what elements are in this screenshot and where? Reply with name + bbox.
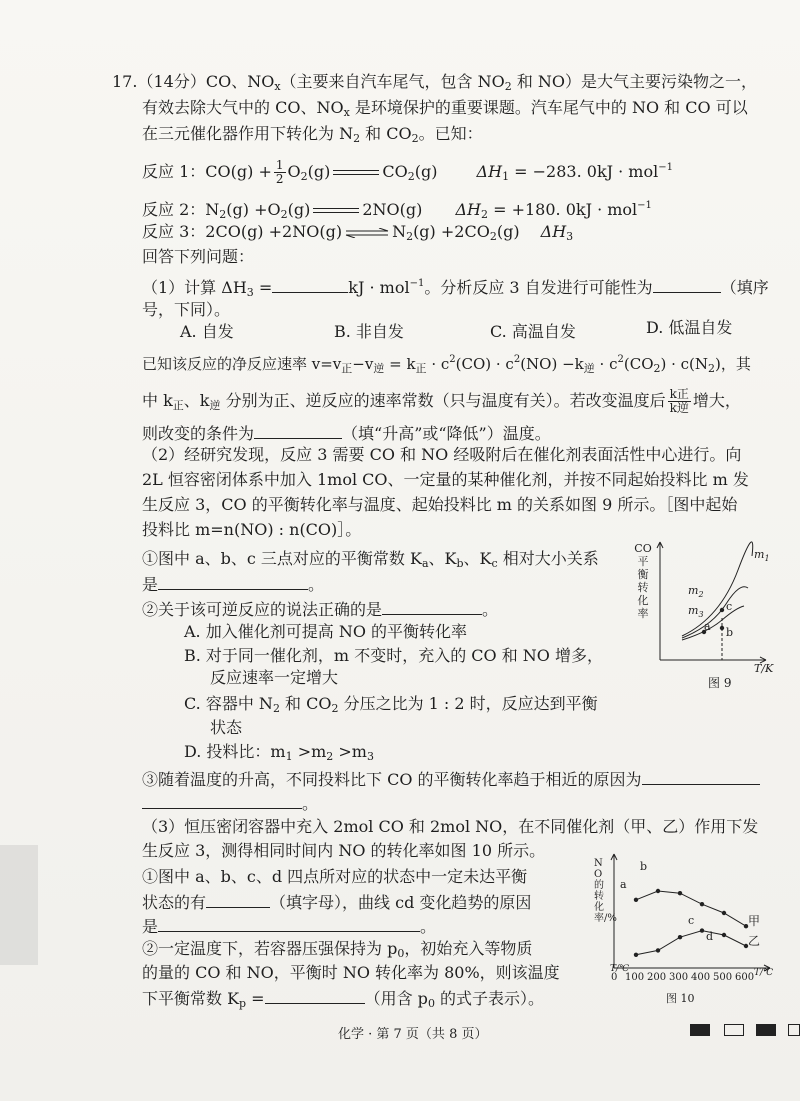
equals-sign-icon xyxy=(333,169,379,177)
answer-blank-reason-line2[interactable] xyxy=(142,792,302,809)
fig9-point-b xyxy=(720,626,724,630)
fig10-series-line-1 xyxy=(636,931,746,955)
fig10-point-1-2 xyxy=(678,935,682,939)
question-number: 17. xyxy=(112,72,138,91)
fig9-text-b: b xyxy=(726,626,734,639)
part3-q2: ②一定温度下，若容器压强保持为 $p_0$，初始充入等物质 xyxy=(142,939,533,960)
fig10-y-label: NO的转化率/% xyxy=(594,858,617,924)
part1-option-b: B. 非自发 xyxy=(334,322,404,341)
part2-line-4: 投料比 m=n(NO) : n(CO)］。 xyxy=(142,520,362,539)
reaction-3: 反应 3：2CO(g) +2NO(g) $N_2(g) +2CO_2(g)$ $\Delta H_3$ xyxy=(142,222,574,243)
fig9-point-c xyxy=(720,608,724,612)
question-intro-line-3: 在三元催化器作用下转化为 $N_2$ 和 $CO_2$。已知： xyxy=(142,124,483,145)
part3-q2-line3: 下平衡常数 $K_p$ = （用含 $p_0$ 的式子表示）。 xyxy=(142,989,545,1010)
fig10-legend-jia: 甲 xyxy=(748,914,761,928)
answer-blank-dh3[interactable] xyxy=(272,276,348,293)
fig10-point-1-3 xyxy=(700,928,704,932)
fig9-text-a: a xyxy=(704,620,711,633)
footer-mark-filled xyxy=(756,1024,776,1036)
fig10-point-label-c: c xyxy=(688,914,695,927)
part2-line-3: 生反应 3，CO 的平衡转化率与温度、起始投料比 m 的关系如图 9 所示。［图中起始 xyxy=(142,495,738,514)
part2-line-2: 2L 恒容密闭体系中加入 1mol CO、一定量的某种催化剂，并按不同起始投料比 m 发 xyxy=(142,470,749,489)
part1-line-1: （1）计算 $\Delta H_3$ = kJ · mol$^{-1}$。分析反应 3 自发进行可能性为 （填序 xyxy=(142,278,769,299)
fig9-label-m2: $m_2$ xyxy=(688,584,704,599)
part2-option-a: A. 加入催化剂可提高 NO 的平衡转化率 xyxy=(184,622,468,641)
part2-q3: ③随着温度的升高，不同投料比下 CO 的平衡转化率趋于相近的原因为 xyxy=(142,768,760,790)
part2-line-1: （2）经研究发现，反应 3 需要 CO 和 NO 经吸附后在催化剂表面活性中心进行。向 xyxy=(142,445,742,464)
fig10-point-0-0 xyxy=(634,898,638,902)
footer-mark-filled xyxy=(690,1024,710,1036)
fig10-x-label: T/℃ xyxy=(610,964,630,974)
rate-constant-line: 中 $k_正$、$k_逆$ 分别为正、逆反应的速率常数（只与温度有关）。若改变温度后 $\frac{\text{k正}}{\text{k逆}}$ 增大， xyxy=(142,387,741,415)
reaction-1: 反应 1：CO(g) + $\frac{1}{2}$ $O_2(g)$ $CO_2(g) \Delta H_1 = -283$. 0kJ · mol$^{-1}$ xyxy=(142,158,673,186)
fig9-label-m3: $m_3$ xyxy=(688,604,704,619)
part2-q1-answer: 是 。 xyxy=(142,575,325,594)
part1-option-c: C. 高温自发 xyxy=(490,322,576,341)
part2-option-d: D. 投料比：$m_1 >m_2 >m_3$ xyxy=(184,742,374,763)
footer-marks xyxy=(0,1024,800,1038)
part2-option-b-line1: B. 对于同一催化剂，m 不变时，充入的 CO 和 NO 增多， xyxy=(184,646,604,665)
fig10-tick: 400 xyxy=(691,972,711,983)
part2-q2: ②关于该可逆反应的说法正确的是 。 xyxy=(142,600,499,619)
question-intro-line-1: 17.（14分）CO、$NO_x$（主要来自汽车尾气，包含 $NO_2$ 和 NO）是大气主要污染物之一， xyxy=(112,72,758,93)
footer-mark-empty xyxy=(788,1024,800,1036)
fig9-axis-arrows xyxy=(657,542,766,663)
fig10-point-0-1 xyxy=(656,889,660,893)
part3-q2-line2: 的量的 CO 和 NO，平衡时 NO 转化率为 80%，则该温度 xyxy=(142,963,560,982)
figure-9 xyxy=(626,540,786,694)
answer-blank-spontaneity[interactable] xyxy=(653,276,721,293)
fig10-tick: 0 xyxy=(611,972,618,983)
fig10-tick: 500 xyxy=(713,972,733,983)
page-footer: 化学 · 第 7 页（共 8 页） xyxy=(338,1027,488,1042)
answer-blank-not-equilibrium[interactable] xyxy=(206,891,270,908)
fig9-label-m1: $m_1$ xyxy=(754,548,770,563)
temperature-line: 则改变的条件为 （填“升高”或“降低”）温度。 xyxy=(142,424,551,443)
part2-q3-cont: 。 xyxy=(142,792,318,814)
answer-blank-correct-statement[interactable] xyxy=(382,598,482,615)
part1-option-a: A. 自发 xyxy=(180,322,234,341)
part1-option-d: D. 低温自发 xyxy=(646,318,733,337)
footer-mark-empty xyxy=(724,1024,744,1036)
part1-line-2: 号，下同）。 xyxy=(142,300,231,319)
fig10-caption: 图 10 xyxy=(666,992,695,1005)
answer-blank-temperature[interactable] xyxy=(254,422,342,439)
part3-q1-line3: 是 。 xyxy=(142,917,437,936)
fig9-y-label: CO 平 衡 转 化 率 xyxy=(634,542,652,620)
fig10-point-0-2 xyxy=(678,891,682,895)
question-intro-line-2: 有效去除大气中的 CO、$NO_x$ 是环境保护的重要课题。汽车尾气中的 NO 和 CO 可以 xyxy=(142,98,748,119)
equals-sign-icon xyxy=(313,207,359,215)
fig10-tick: 100 xyxy=(625,972,645,983)
fig10-point-label-b: b xyxy=(640,860,648,873)
part3-q1-line2: 状态的有 （填字母），曲线 cd 变化趋势的原因 xyxy=(142,893,532,912)
part2-option-c-line2: 状态 xyxy=(210,718,243,737)
fig9-x-label: T/K xyxy=(754,662,774,675)
answer-blank-kp[interactable] xyxy=(265,987,365,1004)
fig10-point-0-4 xyxy=(722,911,726,915)
answer-blank-reason-line1[interactable] xyxy=(642,768,760,785)
fig9-text-c: c xyxy=(726,600,733,613)
fig9-caption: 图 9 xyxy=(708,676,732,690)
answer-prompt: 回答下列问题： xyxy=(142,247,255,266)
part3-line-2: 生反应 3，测得相同时间内 NO 的转化率如图 10 所示。 xyxy=(142,841,546,860)
fig10-legend-yi: 乙 xyxy=(748,934,761,948)
rate-equation: 已知该反应的净反应速率 $v=v_正-v_逆 = k_正 \cdot c^2(CO) \cdot c^2(NO) -k_逆 \cdot c^2(CO_2) \cdot c(N_2)$，其 xyxy=(142,354,751,375)
part3-q1: ①图中 a、b、c、d 四点所对应的状态中一定未达平衡 xyxy=(142,867,528,886)
part2-option-c-line1: C. 容器中 $N_2$ 和 $CO_2$ 分压之比为 1 : 2 时，反应达到平衡 xyxy=(184,694,598,715)
reaction-2: 反应 2：$N_2(g) +O_2(g)$ 2NO(g) $\Delta H_2 = +180$. 0kJ · mol$^{-1}$ xyxy=(142,200,652,221)
fig10-tick: 200 xyxy=(647,972,667,983)
fig10-point-1-4 xyxy=(722,933,726,937)
fig10-tick: 300 xyxy=(669,972,689,983)
answer-blank-cd-trend[interactable] xyxy=(158,915,420,932)
fig10-x-unit: T/℃ xyxy=(754,968,774,978)
question-points: （14分） xyxy=(137,72,206,91)
fig10-point-1-1 xyxy=(656,948,660,952)
fig10-point-label-d: d xyxy=(706,930,714,943)
part2-option-b-line2: 反应速率一定增大 xyxy=(210,668,339,687)
fig10-point-0-3 xyxy=(700,902,704,906)
part2-q1: ①图中 a、b、c 三点对应的平衡常数 $K_a$、$K_b$、$K_c$ 相对大小关系 xyxy=(142,549,599,570)
reversible-arrow-icon xyxy=(345,228,389,238)
fig10-point-1-0 xyxy=(634,953,638,957)
figure-10 xyxy=(590,850,786,1020)
half-fraction: $\frac{1}{2}$ xyxy=(275,158,284,186)
fig10-point-label-a: a xyxy=(620,878,627,891)
answer-blank-k-order[interactable] xyxy=(158,573,308,590)
fig10-tick: 600 xyxy=(735,972,755,983)
k-ratio-fraction: $\frac{\text{k正}}{\text{k逆}}$ xyxy=(669,387,689,415)
part3-line-1: （3）恒压密闭容器中充入 2mol CO 和 2mol NO，在不同催化剂（甲、乙）作用下发 xyxy=(142,817,759,836)
scan-shadow xyxy=(0,845,38,965)
